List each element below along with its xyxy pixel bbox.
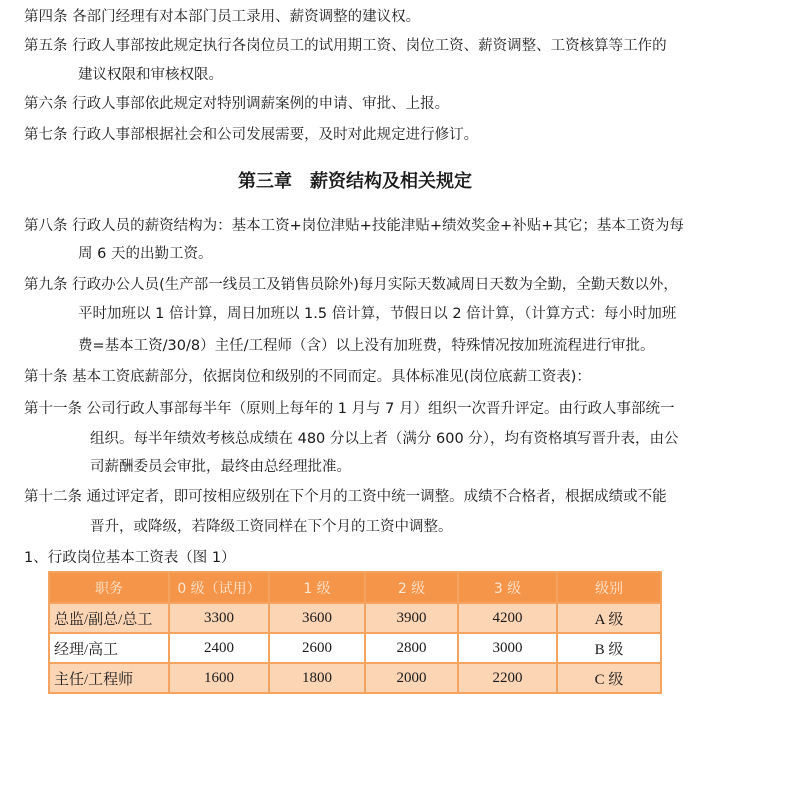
cell: C 级 (557, 663, 661, 693)
article-label: 第十一条 (24, 401, 82, 417)
article-text: 行政办公人员(生产部一线员工及销售员除外)每月实际天数减周日天数为全勤，全勤天数以外， (72, 277, 678, 293)
article-11-line-2: 组织。每半年绩效考核总成绩在 480 分以上者（满分 600 分），均有资格填写晋升表，由公 (90, 431, 679, 447)
cell: 3000 (458, 633, 557, 663)
article-text: 行政人事部根据社会和公司发展需要，及时对此规定进行修订。 (72, 127, 479, 143)
cell: A 级 (557, 603, 661, 633)
cell: 经理/高工 (49, 633, 169, 663)
cell: 3300 (169, 603, 269, 633)
article-12-line-1 (24, 487, 667, 507)
cell: 1600 (169, 663, 269, 693)
table-row (49, 663, 661, 693)
article-text: 行政人员的薪资结构为：基本工资+岗位津贴+技能津贴+绩效奖金+补贴+其它；基本工资为每 (72, 218, 684, 234)
article-label: 第八条 (24, 218, 68, 234)
cell: B 级 (557, 633, 661, 663)
table-row (49, 603, 661, 633)
article-text: 公司行政人事部每半年（原则上每年的 1 月与 7 月）组织一次晋升评定。由行政人事部统一 (86, 401, 675, 417)
article-11-line-1 (24, 399, 675, 419)
article-7-line-1 (24, 125, 478, 145)
article-8-line-2: 周 6 天的出勤工资。 (78, 246, 213, 262)
article-label: 第十条 (24, 369, 68, 385)
article-label: 第九条 (24, 277, 68, 293)
article-6-line-1 (24, 94, 449, 114)
table-caption: 1、行政岗位基本工资表（图 1） (24, 550, 236, 566)
article-4-line-1 (24, 7, 420, 27)
chapter-title: 第三章 薪资结构及相关规定 (238, 171, 472, 192)
cell: 3600 (269, 603, 365, 633)
salary-table (48, 571, 662, 694)
cell: 2800 (365, 633, 458, 663)
article-5-line-1 (24, 36, 667, 56)
cell: 2600 (269, 633, 365, 663)
article-text: 基本工资底薪部分，依据岗位和级别的不同而定。具体标准见(岗位底薪工资表)： (72, 369, 591, 385)
article-label: 第十二条 (24, 489, 82, 505)
article-label: 第五条 (24, 38, 68, 54)
header-cell: 级别 (557, 572, 661, 603)
article-9-line-3: 费=基本工资/30/8）主任/工程师（含）以上没有加班费，特殊情况按加班流程进行审批。 (78, 338, 655, 354)
article-text: 行政人事部按此规定执行各岗位员工的试用期工资、岗位工资、薪资调整、工资核算等工作的 (72, 38, 667, 54)
article-label: 第六条 (24, 96, 68, 112)
article-text: 行政人事部依此规定对特别调薪案例的申请、审批、上报。 (72, 96, 450, 112)
cell: 主任/工程师 (49, 663, 169, 693)
table-row (49, 633, 661, 663)
cell: 总监/副总/总工 (49, 603, 169, 633)
article-5-line-2: 建议权限和审核权限。 (78, 67, 223, 83)
article-9-line-2: 平时加班以 1 倍计算，周日加班以 1.5 倍计算，节假日以 2 倍计算，（计算方式：每小时加班 (78, 306, 677, 322)
header-cell: 0 级（试用） (169, 572, 269, 603)
article-9-line-1 (24, 275, 678, 295)
table-header-row (49, 572, 661, 603)
article-12-line-2: 晋升，或降级，若降级工资同样在下个月的工资中调整。 (90, 519, 453, 535)
article-label: 第四条 (24, 9, 68, 25)
header-cell: 2 级 (365, 572, 458, 603)
article-11-line-3: 司薪酬委员会审批，最终由总经理批准。 (90, 459, 351, 475)
article-text: 通过评定者，即可按相应级别在下个月的工资中统一调整。成绩不合格者，根据成绩或不能 (86, 489, 667, 505)
header-cell: 1 级 (269, 572, 365, 603)
cell: 2200 (458, 663, 557, 693)
cell: 2400 (169, 633, 269, 663)
article-label: 第七条 (24, 127, 68, 143)
cell: 2000 (365, 663, 458, 693)
header-cell: 3 级 (458, 572, 557, 603)
cell: 3900 (365, 603, 458, 633)
article-10-line-1 (24, 367, 591, 387)
cell: 4200 (458, 603, 557, 633)
cell: 1800 (269, 663, 365, 693)
article-8-line-1 (24, 216, 684, 236)
article-text: 各部门经理有对本部门员工录用、薪资调整的建议权。 (72, 9, 421, 25)
header-cell: 职务 (49, 572, 169, 603)
